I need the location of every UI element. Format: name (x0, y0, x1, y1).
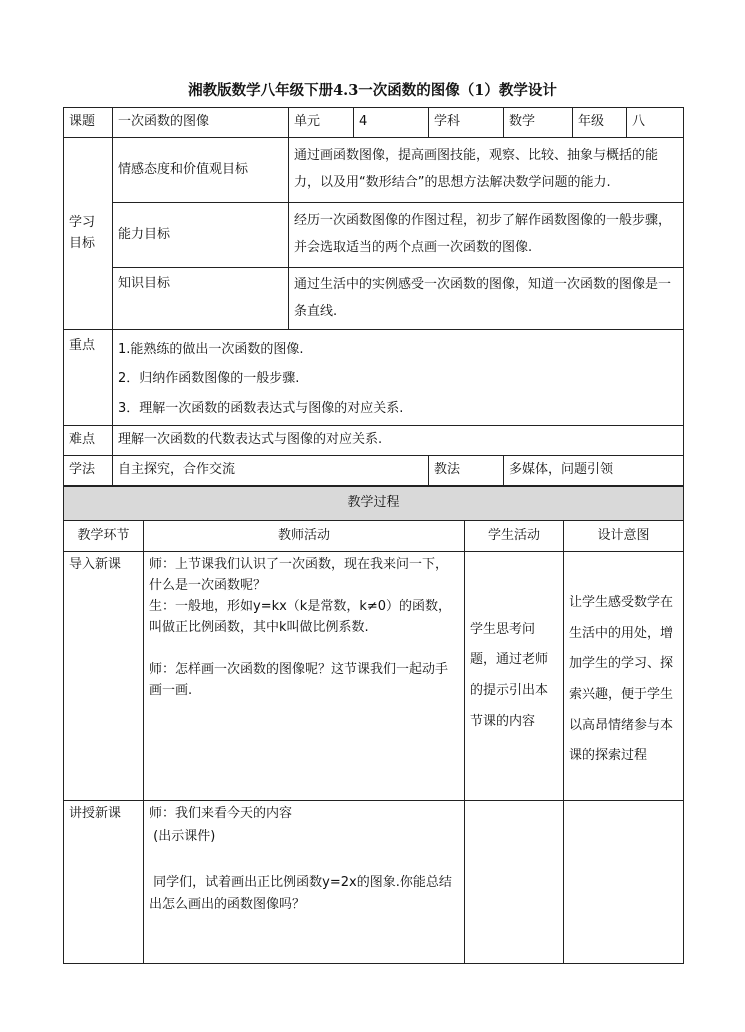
goal-text: 经历一次函数图像的作图过程，初步了解作函数图像的一般步骤，并会选取适当的两个点画一次函数的图像. (289, 203, 684, 268)
teacher-line: 师：我们来看今天的内容 (149, 806, 293, 821)
stage-cell: 讲授新课 (64, 801, 144, 964)
teacher-line: (出示课件) (149, 828, 216, 844)
key-line: 2．归纳作函数图像的一般步骤. (118, 371, 300, 387)
grade-label: 年级 (573, 108, 627, 138)
teacher-line: 师：怎样画一次函数的图像呢？这节课我们一起动手画一画. (149, 662, 449, 699)
column-header: 学生活动 (465, 521, 564, 552)
goal-text: 通过生活中的实例感受一次函数的图像，知道一次函数的图像是一条直线. (289, 268, 684, 330)
teacher-line: 师：上节课我们认识了一次函数，现在我来问一下，什么是一次函数呢？ (149, 557, 449, 594)
goal-name: 知识目标 (113, 268, 289, 330)
topic-label: 课题 (64, 108, 113, 138)
column-header: 教学环节 (64, 521, 144, 552)
unit-label: 单元 (289, 108, 354, 138)
key-line: 3．理解一次函数的函数表达式与图像的对应关系. (118, 400, 404, 416)
key-points (113, 330, 684, 426)
difficult-label: 难点 (64, 426, 113, 456)
teach-label: 教法 (429, 456, 504, 486)
learn-value: 自主探究，合作交流 (113, 456, 429, 486)
student-activity (465, 801, 564, 964)
topic-value: 一次函数的图像 (113, 108, 289, 138)
design-intent: 让学生感受数学在生活中的用处，增加学生的学习、探索兴趣，便于学生以高昂情绪参与本课的探索过程 (564, 552, 684, 801)
key-line: 1.能熟练的做出一次函数的图像. (118, 342, 304, 357)
student-activity: 学生思考问题，通过老师的提示引出本节课的内容 (465, 552, 564, 801)
teach-value: 多媒体，问题引领 (504, 456, 684, 486)
teacher-line (149, 849, 459, 872)
info-table (63, 107, 684, 486)
design-intent (564, 801, 684, 964)
unit-value: 4 (354, 108, 429, 138)
subject-label: 学科 (429, 108, 504, 138)
teacher-activity (144, 552, 465, 801)
stage-cell: 导入新课 (64, 552, 144, 801)
column-header: 设计意图 (564, 521, 684, 552)
teacher-activity (144, 801, 465, 964)
learn-label: 学法 (64, 456, 113, 486)
key-label: 重点 (64, 330, 113, 426)
goals-label: 学习目标 (64, 138, 113, 330)
grade-value: 八 (627, 108, 684, 138)
teacher-line (149, 638, 459, 659)
goal-name: 情感态度和价值观目标 (113, 138, 289, 203)
difficult-text: 理解一次函数的代数表达式与图像的对应关系. (113, 426, 684, 456)
goal-name: 能力目标 (113, 203, 289, 268)
page-title: 湘教版数学八年级下册4.3一次函数的图像（1）教学设计 (188, 82, 557, 99)
teacher-line: 生：一般地，形如y=kx（k是常数，k≠0）的函数，叫做正比例函数，其中k叫做比例系数. (149, 599, 452, 636)
process-header: 教学过程 (64, 487, 684, 521)
teacher-line: 同学们，试着画出正比例函数y=2x的图象.你能总结出怎么画出的函数图像吗？ (149, 874, 452, 913)
column-header: 教师活动 (144, 521, 465, 552)
subject-value: 数学 (504, 108, 573, 138)
goal-text: 通过画函数图像，提高画图技能，观察、比较、抽象与概括的能力，以及用“数形结合”的思想方法解决数学问题的能力. (289, 138, 684, 203)
process-table (63, 486, 684, 964)
